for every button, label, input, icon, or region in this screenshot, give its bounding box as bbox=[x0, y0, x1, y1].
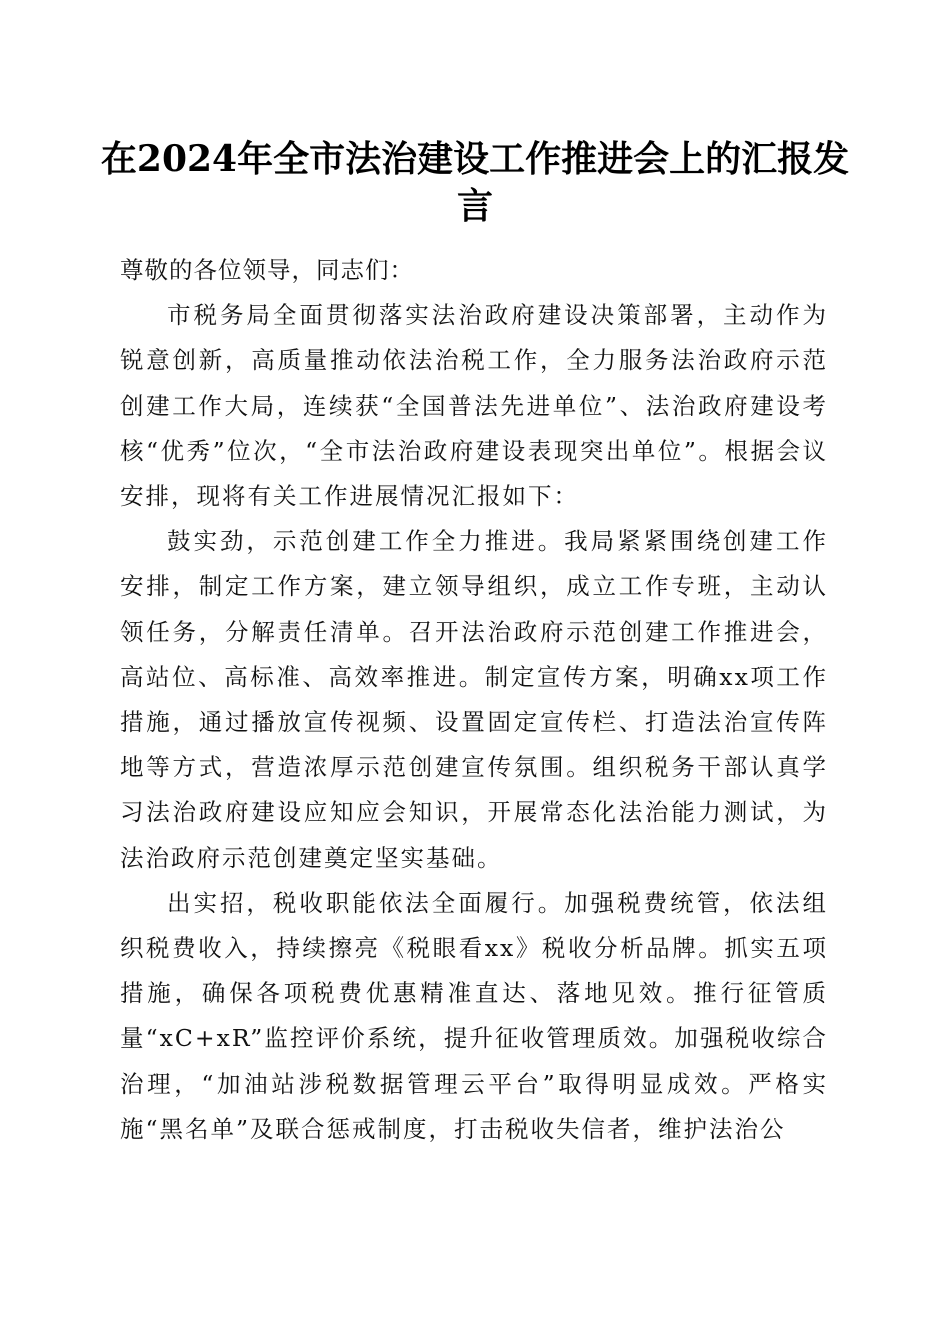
paragraph-intro: 市税务局全面贯彻落实法治政府建设决策部署，主动作为锐意创新，高质量推动依法治税工作，全力服务法治政府示范创建工作大局，连续获“全国普法先进单位”、法治政府建设考核“优秀”位次，“全市法治政府建设表现突出单位”。根据会议安排，现将有关工作进展情况汇报如下： bbox=[120, 301, 828, 511]
document-body bbox=[120, 248, 828, 1152]
document-title: 在2024年全市法治建设工作推进会上的汇报发言 bbox=[100, 138, 850, 227]
paragraph-demonstration-creation: 鼓实劲，示范创建工作全力推进。我局紧紧围绕创建工作安排，制定工作方案，建立领导组织，成立工作专班，主动认领任务，分解责任清单。召开法治政府示范创建工作推进会，高站位、高标准、高效率推进。制定宣传方案，明确xx项工作措施，通过播放宣传视频、设置固定宣传栏、打造法治宣传阵地等方式，营造浓厚示范创建宣传氛围。组织税务干部认真学习法治政府建设应知应会知识，开展常态化法治能力测试，为法治政府示范创建奠定坚实基础。 bbox=[120, 527, 828, 872]
salutation: 尊敬的各位领导，同志们： bbox=[120, 256, 414, 284]
paragraph-tax-functions: 出实招，税收职能依法全面履行。加强税费统管，依法组织税费收入，持续擦亮《税眼看xx》税收分析品牌。抓实五项措施，确保各项税费优惠精准直达、落地见效。推行征管质量“xC+xR”监控评价系统，提升征收管理质效。加强税收综合治理，“加油站涉税数据管理云平台”取得明显成效。严格实施“黑名单”及联合惩戒制度，打击税收失信者，维护法治公 bbox=[120, 888, 828, 1143]
